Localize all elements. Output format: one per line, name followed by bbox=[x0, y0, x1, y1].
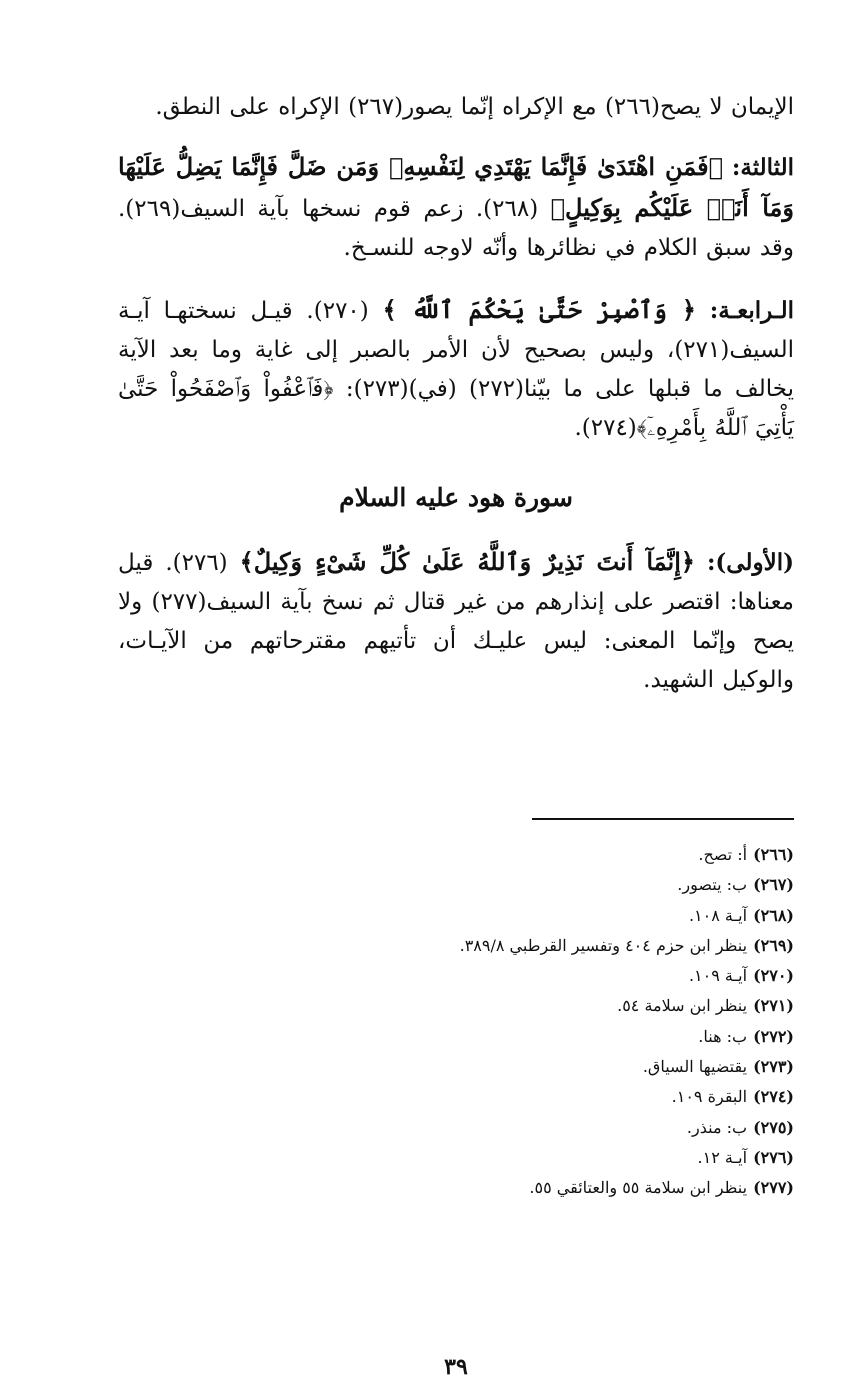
footnote-text: ب: هنا. bbox=[698, 1026, 748, 1046]
paragraph-third bbox=[118, 147, 794, 268]
footnote-number: (٢٦٦) bbox=[753, 845, 794, 864]
footnote bbox=[118, 1113, 794, 1143]
footnote bbox=[118, 1082, 794, 1112]
footnote-number: (٢٧٦) bbox=[753, 1147, 794, 1167]
footnote-text: البقرة ١٠٩. bbox=[671, 1087, 748, 1107]
footnote-text: ينظر ابن سلامة ٥٥ والعتائقي ٥٥. bbox=[529, 1178, 748, 1198]
footnote-number: (٢٧٢) bbox=[753, 1026, 794, 1046]
footnote-number: (٢٧٤) bbox=[753, 1087, 794, 1107]
footnote bbox=[118, 870, 794, 900]
footnote bbox=[118, 1052, 794, 1082]
footnote-number: (٢٦٩) bbox=[753, 935, 794, 955]
footnote bbox=[118, 931, 794, 961]
footnote-number: (٢٧٠) bbox=[753, 966, 794, 986]
footnote-text: آيـة ١٢. bbox=[697, 1147, 748, 1167]
footnote-text: آيـة ١٠٩. bbox=[688, 966, 748, 986]
paragraph-lead: الثالثة: bbox=[731, 154, 794, 181]
footnote-number: (٢٦٧) bbox=[753, 875, 794, 895]
footnote bbox=[118, 1143, 794, 1173]
paragraph-text: الإيمان لا يصح(٢٦٦) مع الإكراه إنّما يصور(٢٦٧) الإكراه على النطق. bbox=[155, 94, 794, 120]
footnote-text: أ: تصح. bbox=[698, 845, 748, 864]
footnote-divider bbox=[532, 818, 794, 820]
quran-verse: ﴿إِنَّمَآ أَنتَ نَذِيرٌ وَٱللَّهُ عَلَىٰ كُلِّ شَىْءٍ وَكِيلٌ﴾ bbox=[239, 547, 695, 576]
footnote-text: ينظر ابن حزم ٤٠٤ وتفسير القرطبي ٣٨٩/٨. bbox=[459, 935, 748, 955]
footnote-number: (٢٧١) bbox=[753, 996, 794, 1016]
footnotes bbox=[118, 840, 794, 1204]
quran-verse: ﴿فَمَنِ اهْتَدَىٰ فَإِنَّمَا يَهْتَدِي لِنَفْسِهِۦ وَمَن ضَلَّ فَإِنَّمَا يَضِلُّ عَلَيْهَا وَمَآ أَنَا۠ عَلَيْكُم بِوَكِيلٍ﴾ bbox=[118, 152, 794, 222]
paragraph-lead: (الأولى): bbox=[706, 549, 794, 576]
paragraph-text: (٢٧٦). قيل معناها: اقتصر على إنذارهم من غير قتال ثم نسخ بآية السيف(٢٧٧) ولا يصح وإنّما المعنى: ليس عليـك أن تأتيهم مقترحاتهم من الآيـات، والوكيل الشهيد. bbox=[118, 550, 794, 693]
paragraph-lead: الـرابعـة: bbox=[709, 297, 794, 324]
footnote-number: (٢٦٨) bbox=[753, 905, 794, 925]
paragraph-1 bbox=[118, 88, 794, 127]
footnote-text: يقتضيها السياق. bbox=[642, 1057, 748, 1077]
footnote-text: ب: منذر. bbox=[686, 1117, 748, 1137]
footnote bbox=[118, 1022, 794, 1052]
footnote bbox=[118, 901, 794, 931]
paragraph-hud-first bbox=[118, 542, 794, 700]
page-number: ٣٩ bbox=[444, 1354, 468, 1380]
footnote-number: (٢٧٧) bbox=[753, 1178, 794, 1198]
footnote-text: ينظر ابن سلامة ٥٤. bbox=[617, 996, 748, 1016]
footnote bbox=[118, 1173, 794, 1203]
footnote-number: (٢٧٣) bbox=[753, 1057, 794, 1077]
page-body bbox=[118, 88, 794, 1380]
paragraph-text: (٢٧٠). قيـل نسختهـا آيـة السيف(٢٧١)، وليس بصحيح لأن الأمر بالصبر إلى غاية وما بعد الآية يخالف ما قبلها على ما بيّنا(٢٧٢) (في)(٢٧٣): ﴿فَٱعْفُواْ وَٱصْفَحُواْ حَتَّىٰ يَأْتِيَ ٱللَّهُ بِأَمْرِهِۦٓ﴾(٢٧٤). bbox=[118, 298, 794, 441]
footnote-number: (٢٧٥) bbox=[753, 1117, 794, 1137]
section-heading: سورة هود عليه السلام bbox=[339, 483, 573, 512]
footnote bbox=[118, 840, 794, 870]
paragraph-fourth bbox=[118, 290, 794, 448]
footnote bbox=[118, 961, 794, 991]
footnote-text: ب: يتصور. bbox=[677, 875, 748, 895]
paragraph-text: (٢٦٨). زعم قوم نسخها بآية السيف(٢٦٩). وقد سبق الكلام في نظائرها وأنّه لاوجه للنسـخ. bbox=[118, 196, 794, 261]
quran-verse: ﴿ وَٱصْبِرْ حَتَّىٰ يَحْكُمَ ٱللَّهُ ﴾ bbox=[382, 295, 696, 324]
footnote bbox=[118, 991, 794, 1021]
footnote-text: آيـة ١٠٨. bbox=[688, 905, 748, 925]
